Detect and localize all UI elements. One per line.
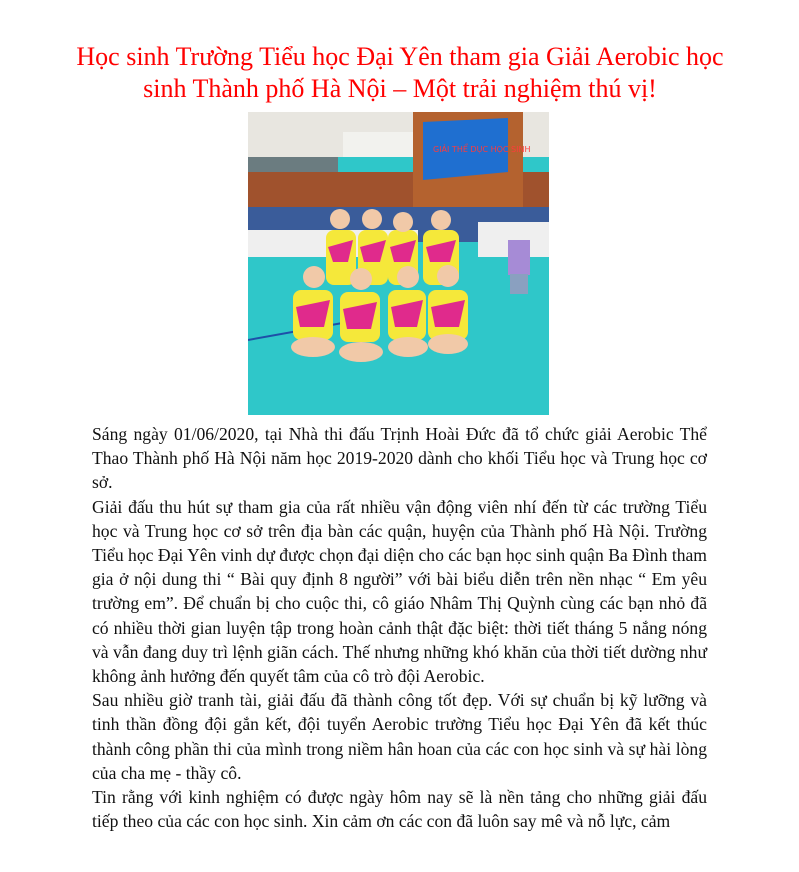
team-photo <box>248 112 549 415</box>
article-title: Học sinh Trường Tiểu học Đại Yên tham gia Giải Aerobic học sinh Thành phố Hà Nội – Một trải nghiệm thú vị! <box>76 42 724 103</box>
banner-text: GIẢI THỂ DỤC HỌC SINH <box>433 145 531 154</box>
paragraph: Tin rằng với kinh nghiệm có được ngày hôm nay sẽ là nền tảng cho những giải đấu tiếp theo của các con học sinh. Xin cảm ơn các con đã luôn say mê và nỗ lực, cảm <box>92 787 707 832</box>
paragraph: Giải đấu thu hút sự tham gia của rất nhiều vận động viên nhí đến từ các trường Tiểu học và Trung học cơ sở trên địa bàn các quận, huyện của Thành phố Hà Nội. Trường Tiểu học Đại Yên vinh dự được chọn đại diện cho các bạn học sinh quận Ba Đình tham gia ở nội dung thi “ Bài quy định 8 người” với bài biểu diễn trên nền nhạc “ Em yêu trường em”. Để chuẩn bị cho cuộc thi, cô giáo Nhâm Thị Quỳnh cùng các bạn nhỏ đã có nhiều thời gian luyện tập trong hoàn cảnh thật đặc biệt: thời tiết tháng 5 nắng nóng và vẫn đang duy trì lệnh giãn cách. Thế nhưng những khó khăn của thời tiết dường như không ảnh hưởng đến quyết tâm của cô trò đội Aerobic. <box>92 496 707 687</box>
photo-illustration <box>248 112 549 415</box>
article-body <box>92 422 707 833</box>
paragraph: Sau nhiều giờ tranh tài, giải đấu đã thành công tốt đẹp. Với sự chuẩn bị kỹ lưỡng và tinh thần đồng đội gắn kết, đội tuyển Aerobic trường Tiểu học Đại Yên đã kết thúc thành công phần thi của mình trong niềm hân hoan của các con học sinh và sự hài lòng của cha mẹ - thầy cô. <box>92 690 707 783</box>
paragraph: Sáng ngày 01/06/2020, tại Nhà thi đấu Trịnh Hoài Đức đã tổ chức giải Aerobic Thể Thao Thành phố Hà Nội năm học 2019-2020 dành cho khối Tiểu học và Trung học cơ sở. <box>92 424 707 493</box>
